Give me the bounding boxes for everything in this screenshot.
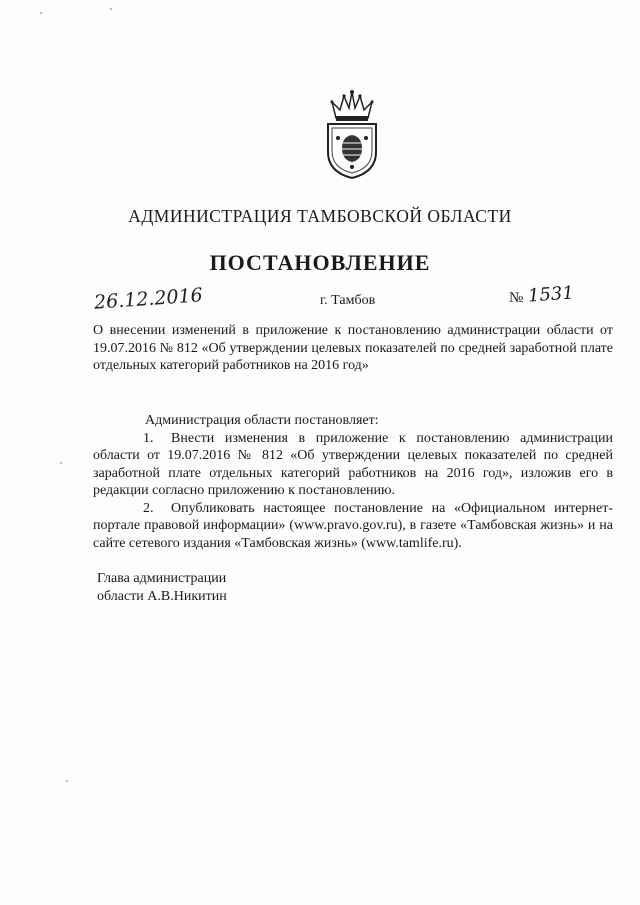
scan-speck [60, 462, 62, 464]
signature-block [97, 570, 227, 605]
scan-speck [40, 12, 42, 14]
signature-line-title: Глава администрации [97, 571, 227, 586]
document-number: 1531 [527, 282, 575, 307]
agency-title: АДМИНИСТРАЦИЯ ТАМБОВСКОЙ ОБЛАСТИ [128, 206, 512, 226]
item-number: 1. [143, 430, 154, 446]
number-sign: № [509, 290, 524, 306]
preamble: Администрация области постановляет: [145, 413, 379, 428]
coat-of-arms-icon [322, 88, 382, 180]
item-number: 2. [143, 500, 154, 516]
document-city: г. Тамбов [320, 293, 376, 308]
item-text: Внести изменения в приложение к постановлению администрации области от 19.07.2016 № 812 «Об утверждении целевых показателей по средней заработной плате отдельных категорий работников на 2016 год», изложив его в редакции согласно приложению к постановлению. [93, 430, 613, 498]
item-text: Опубликовать настоящее постановление на «Официальном интернет-портале правовой информации» (www.pravo.gov.ru), в газете «Тамбовская жизнь» и на сайте сетевого издания «Тамбовская жизнь» (www.tamlife.ru). [93, 500, 613, 551]
document-date: 26.12.2016 [93, 284, 204, 314]
list-item [93, 500, 613, 553]
signature-line-name: области А.В.Никитин [97, 588, 227, 604]
scan-speck [66, 780, 68, 782]
document-body [93, 412, 613, 552]
list-item [93, 430, 613, 500]
scan-speck [110, 8, 112, 10]
document-subject: О внесении изменений в приложение к постановлению администрации области от 19.07.2016 № 812 «Об утверждении целевых показателей по средней заработной плате отдельных категорий работников на 2016 год» [93, 323, 613, 373]
document-type-title: ПОСТАНОВЛЕНИЕ [209, 250, 431, 275]
